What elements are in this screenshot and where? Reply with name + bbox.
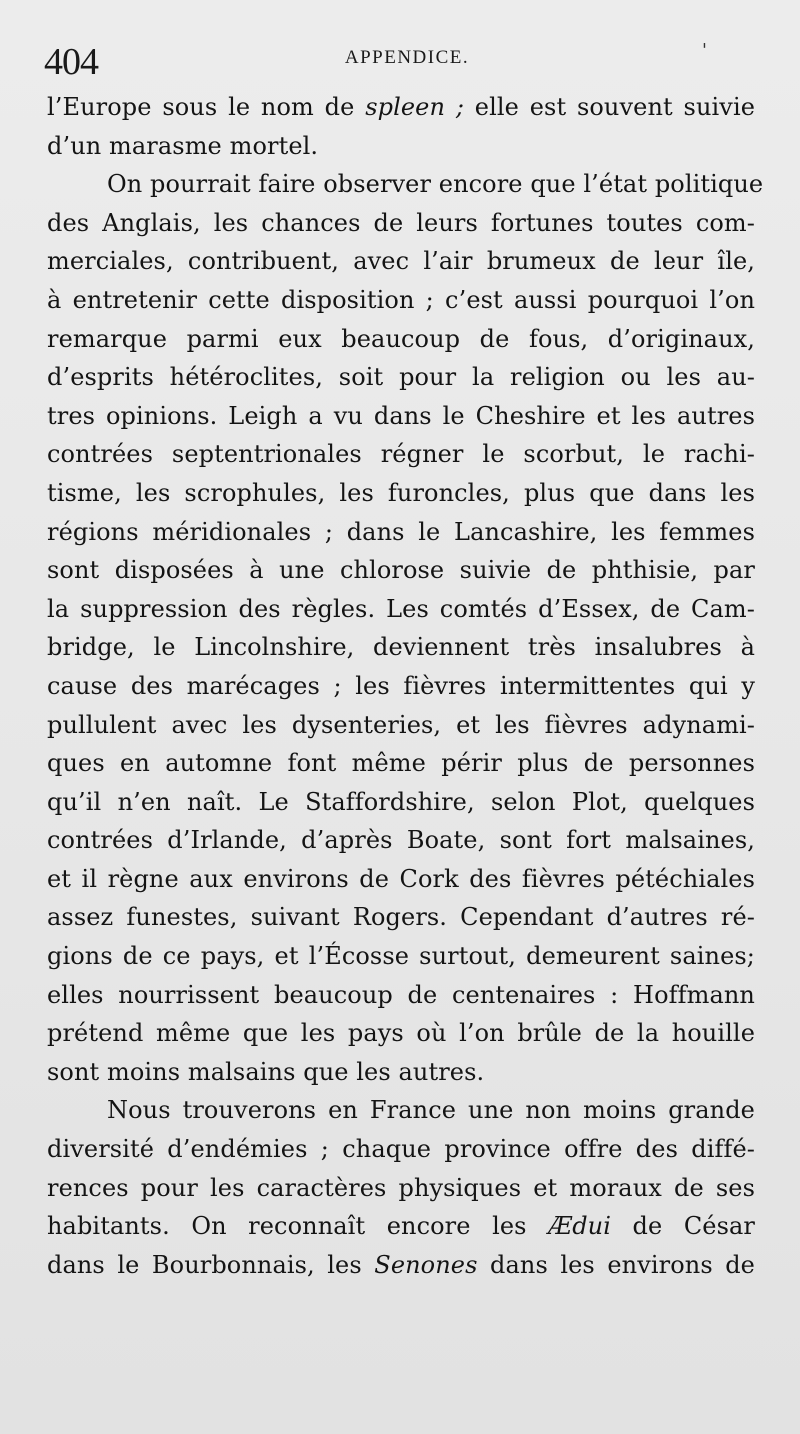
text-line xyxy=(47,1053,755,1092)
text-run: sont moins malsains que les autres. xyxy=(47,1057,485,1086)
text-run: pullulent avec les dysenteries, et les fièvres adynami- xyxy=(47,710,755,739)
text-run: d’esprits hétéroclites, soit pour la religion ou les au- xyxy=(47,363,755,392)
text-run: régions méridionales ; dans le Lancashire, les femmes xyxy=(47,517,755,546)
text-line xyxy=(47,474,755,513)
text-run: ques en automne font même périr plus de personnes xyxy=(47,749,755,778)
text-line xyxy=(47,358,755,397)
text-run: contrées d’Irlande, d’après Boate, sont fort malsaines, xyxy=(47,826,755,855)
text-line xyxy=(47,127,755,166)
text-run: qu’il n’en naît. Le Staffordshire, selon Plot, quelques xyxy=(47,787,755,816)
italic-text-run: Ædui xyxy=(548,1212,612,1241)
text-run: assez funestes, suivant Rogers. Cependant d’autres ré- xyxy=(47,903,755,932)
text-run: elle est souvent suivie xyxy=(464,93,756,121)
text-run: prétend même que les pays où l’on brûle de la houille xyxy=(47,1019,755,1048)
text-line xyxy=(47,898,755,937)
text-line xyxy=(47,1207,755,1246)
running-title: APPENDICE. xyxy=(344,47,470,68)
text-line xyxy=(47,204,755,243)
text-run: Nous trouverons en France une non moins grande xyxy=(107,1096,755,1125)
text-run: bridge, le Lincolnshire, deviennent très insalubres à xyxy=(47,633,755,662)
text-line xyxy=(47,1014,755,1053)
text-run: l’Europe sous le nom de xyxy=(47,93,366,121)
text-run: remarque parmi eux beaucoup de fous, d’originaux, xyxy=(47,324,755,353)
text-run: et il règne aux environs de Cork des fièvres pétéchiales xyxy=(47,864,755,893)
text-line xyxy=(47,860,755,899)
text-run: dans le Bourbonnais, les xyxy=(47,1250,375,1279)
text-line xyxy=(47,590,755,629)
text-line xyxy=(47,744,755,783)
text-run: habitants. On reconnaît encore les xyxy=(47,1212,549,1241)
text-run: la suppression des règles. Les comtés d’Essex, de Cam- xyxy=(47,594,755,623)
text-run: tres opinions. Leigh a vu dans le Cheshire et les autres xyxy=(47,401,755,430)
text-line xyxy=(47,88,755,127)
text-line xyxy=(47,1246,755,1285)
text-line xyxy=(47,513,755,552)
text-line xyxy=(47,281,755,320)
text-run: diversité d’endémies ; chaque province offre des diffé- xyxy=(47,1135,755,1164)
text-line xyxy=(47,667,755,706)
text-line xyxy=(47,976,755,1015)
text-line xyxy=(47,706,755,745)
text-line xyxy=(47,435,755,474)
text-line xyxy=(47,628,755,667)
italic-text-run: Senones xyxy=(374,1250,478,1279)
text-line xyxy=(47,783,755,822)
text-run: à entretenir cette disposition ; c’est aussi pourquoi l’on xyxy=(47,285,755,314)
text-run: merciales, contribuent, avec l’air brumeux de leur île, xyxy=(47,247,755,276)
text-run: rences pour les caractères physiques et moraux de ses xyxy=(47,1173,755,1202)
text-run: On pourrait faire observer encore que l’état politique xyxy=(107,170,764,199)
text-run: tisme, les scrophules, les furoncles, plus que dans les xyxy=(47,478,755,507)
text-line xyxy=(47,821,755,860)
text-run: de César xyxy=(611,1212,755,1241)
ink-mark: ' xyxy=(702,40,707,61)
text-run: dans les environs de xyxy=(477,1250,755,1279)
text-line xyxy=(47,165,764,204)
text-run: d’un marasme mortel. xyxy=(47,131,319,160)
text-run: des Anglais, les chances de leurs fortunes toutes com- xyxy=(47,208,755,237)
text-line xyxy=(47,1130,755,1169)
text-run: gions de ce pays, et l’Écosse surtout, demeurent saines; xyxy=(47,942,755,971)
text-line xyxy=(47,937,755,976)
body-text xyxy=(47,88,764,1284)
text-line xyxy=(47,397,755,436)
text-run: sont disposées à une chlorose suivie de phthisie, par xyxy=(47,556,755,585)
page-number: 404 xyxy=(44,41,98,83)
text-run: contrées septentrionales régner le scorbut, le rachi- xyxy=(47,440,755,469)
text-line xyxy=(47,551,755,590)
text-run: elles nourrissent beaucoup de centenaires : Hoffmann xyxy=(47,980,755,1009)
text-line xyxy=(47,242,755,281)
text-line xyxy=(47,1169,755,1208)
italic-text-run: spleen ; xyxy=(365,93,465,121)
text-line xyxy=(47,1091,755,1130)
text-line xyxy=(47,320,755,359)
text-run: cause des marécages ; les fièvres intermittentes qui y xyxy=(47,671,755,700)
